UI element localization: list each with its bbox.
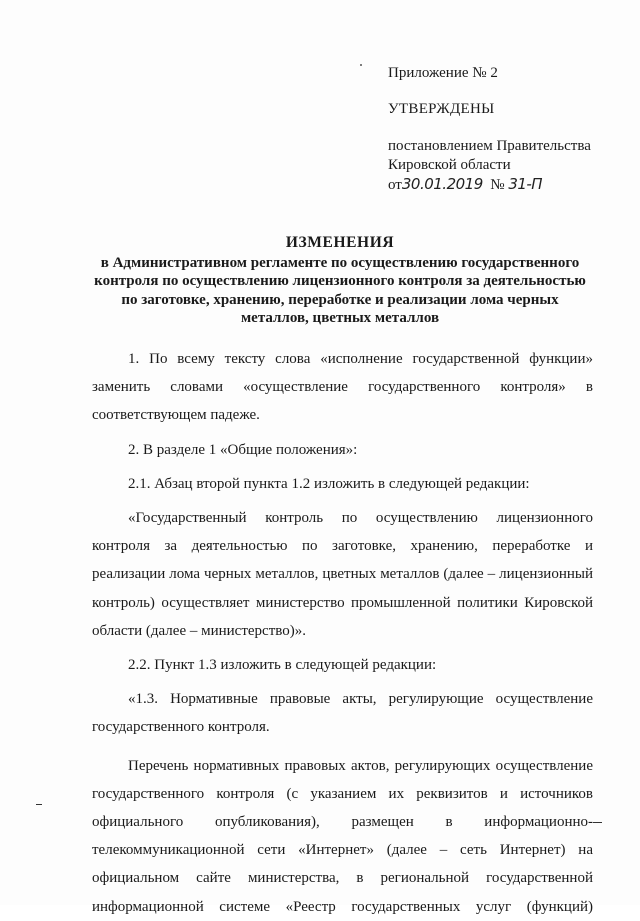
title-line-1: в Административном регламенте по осуществлению государственного bbox=[100, 254, 580, 271]
title-line-4: металлов, цветных металлов bbox=[240, 310, 440, 326]
decree-line-1: постановлением Правительства bbox=[388, 138, 591, 154]
approved-label: УТВЕРЖДЕНЫ bbox=[388, 101, 495, 117]
paragraph-3: 2.1. Абзац второй пункта 1.2 изложить в следующей редакции: bbox=[128, 475, 530, 492]
paragraph-5: 2.2. Пункт 1.3 изложить в следующей редакции: bbox=[128, 657, 437, 674]
title-line-2: контроля по осуществлению лицензионного контроля за деятельностью bbox=[94, 273, 586, 289]
margin-mark-right bbox=[593, 822, 602, 823]
decree-date-number bbox=[388, 175, 628, 195]
handwritten-date: 30.01.2019 bbox=[401, 175, 483, 193]
scan-speck bbox=[360, 64, 362, 66]
paragraph-4: «Государственный контроль по осуществлению лицензионного контроля за деятельностью по заготовке, хранению, переработке и реализации лома черных металлов, цветных металлов (далее – лицензионный контроль) осуществляет министерство промышленной политики Кировской области (далее – министерство)». bbox=[92, 510, 593, 639]
decree-line-2: Кировской области bbox=[388, 157, 511, 173]
paragraph-2: 2. В разделе 1 «Общие положения»: bbox=[128, 441, 358, 458]
date-prefix: от bbox=[388, 177, 402, 193]
margin-mark-left bbox=[36, 804, 42, 805]
document-title bbox=[80, 234, 600, 328]
paragraph-6: «1.3. Нормативные правовые акты, регулирующие осуществление государственного контроля. bbox=[92, 691, 593, 736]
title-heading: ИЗМЕНЕНИЯ bbox=[285, 234, 395, 251]
paragraph-1: 1. По всему тексту слова «исполнение государственной функции» заменить словами «осуществление государственного контроля» в соответствующем падеже. bbox=[92, 351, 593, 424]
title-line-3: по заготовке, хранению, переработке и реализации лома черных bbox=[121, 291, 559, 308]
paragraph-7: Перечень нормативных правовых актов, регулирующих осуществление государственного контроля (с указанием их реквизитов и источников официального опубликования), размещен в информационно-телекоммуникационной сети «Интернет» (далее – сеть Интернет) на официальном сайте министерства, в региональной государственной информационной системе «Реестр государственных услуг (функций) bbox=[92, 757, 593, 915]
annex-label: Приложение № 2 bbox=[388, 65, 498, 81]
handwritten-number: 31-П bbox=[508, 175, 543, 193]
document-body bbox=[92, 345, 593, 921]
approval-block bbox=[388, 64, 628, 195]
number-prefix: № bbox=[490, 177, 505, 193]
